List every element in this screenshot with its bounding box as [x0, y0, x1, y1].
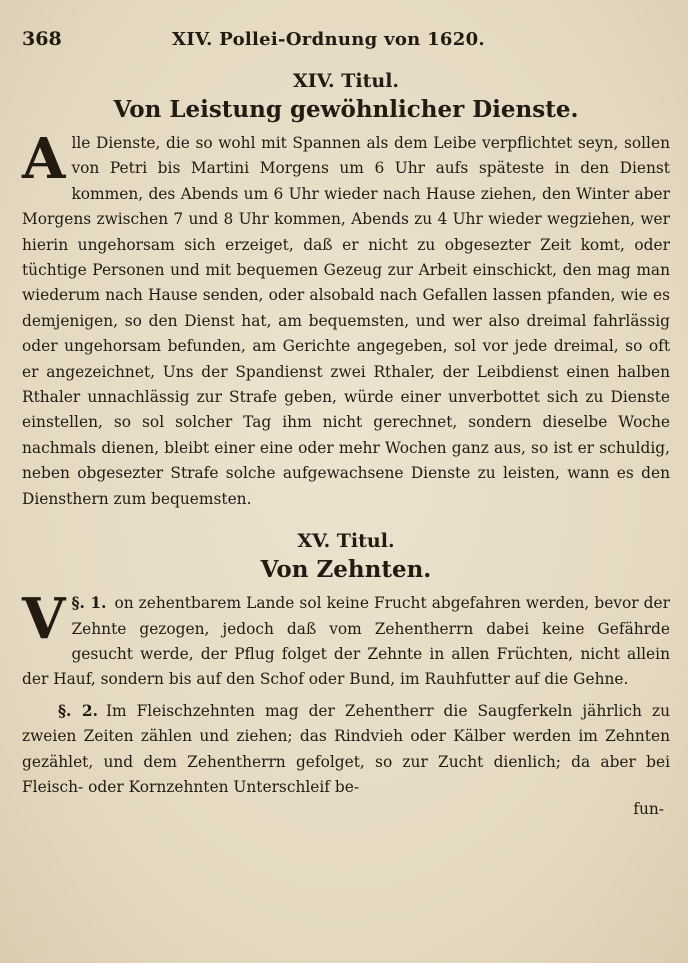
- section-15-p2-body: Im Fleischzehnten mag der Zehentherr die Saugferkeln jährlich zu zweien Zeiten zählen und ziehen; das Rindvieh oder Kälber werden im Zehnten gezählet, und dem Zehentherrn gefolget, so zur Zucht dienlich; da aber bei Fleisch- oder Kornzehnten Unterschleif be-: [22, 701, 670, 796]
- section-14-label: XIV. Titul.: [292, 70, 400, 92]
- running-head: XIV. Pollei-Ordnung von 1620.: [172, 29, 485, 50]
- catchword: fun-: [633, 800, 664, 819]
- section-15-paragraph-2: [22, 699, 670, 801]
- page-number: 368: [22, 28, 62, 50]
- section-14-body: lle Dienste, die so wohl mit Spannen als dem Leibe verpflichtet seyn, sollen von Petri bis Martini Morgens um 6 Uhr aufs späteste in den Dienst kommen, des Abends um 6 Uhr wieder nach Hause ziehen, den Winter aber Morgens zwischen 7 und 8 Uhr kommen, Abends zu 4 Uhr wieder wegziehen, wer hierin ungehorsam sich erzeiget, daß er nicht zu obgesezter Zeit komt, oder tüchtige Personen und mit bequemen Gezeug zur Arbeit einschickt, den mag man wiederum nach Hause senden, oder alsobald nach Gefallen lassen pfanden, wie es demjenigen, so den Dienst hat, am bequemsten, und wer also dreimal fahrlässig oder ungehorsam befunden, am Gerichte angegeben, sol vor jede dreimal, so oft er angezeichnet, Uns der Spandienst zwei Rthaler, der Leibdienst einen halben Rthaler unnachlässig zur Strafe geben, würde einer unverbottet sich zu Dienste einstellen, so sol solcher Tag ihm nicht gerechnet, sondern dieselbe Woche nachmals dienen, bleibt einer eine oder mehr Wochen ganz aus, so ist er schuldig, neben obgesezter Strafe solche aufgewachsene Dienste zu leisten, wann es den Diensthern zum bequemsten.: [22, 134, 670, 508]
- section-15-paragraph-1: [22, 586, 670, 693]
- section-14-heading: Von Leistung gewöhnlicher Dienste.: [113, 96, 579, 123]
- page-header: [22, 28, 670, 62]
- drop-cap: A: [22, 126, 66, 192]
- drop-cap: V: [22, 586, 66, 653]
- paragraph-number: §. 1.: [71, 594, 107, 613]
- paragraph-number: §. 2.: [58, 701, 98, 720]
- section-15-heading: Von Zehnten.: [260, 556, 432, 584]
- section-15-p1-body: on zehentbarem Lande sol keine Frucht abgefahren werden, bevor der Zehnte gezogen, jedoch daß vom Zehentherrn dabei keine Gefährde gesucht werde, der Pflug folget der Zehnte in allen Früchten, nicht allein der Hauf, sondern bis auf den Schof oder Bund, im Rauhfutter auf die Gehne.: [22, 594, 670, 689]
- section-14-paragraph: [22, 126, 670, 512]
- section-15-label: XV. Titul.: [297, 530, 395, 553]
